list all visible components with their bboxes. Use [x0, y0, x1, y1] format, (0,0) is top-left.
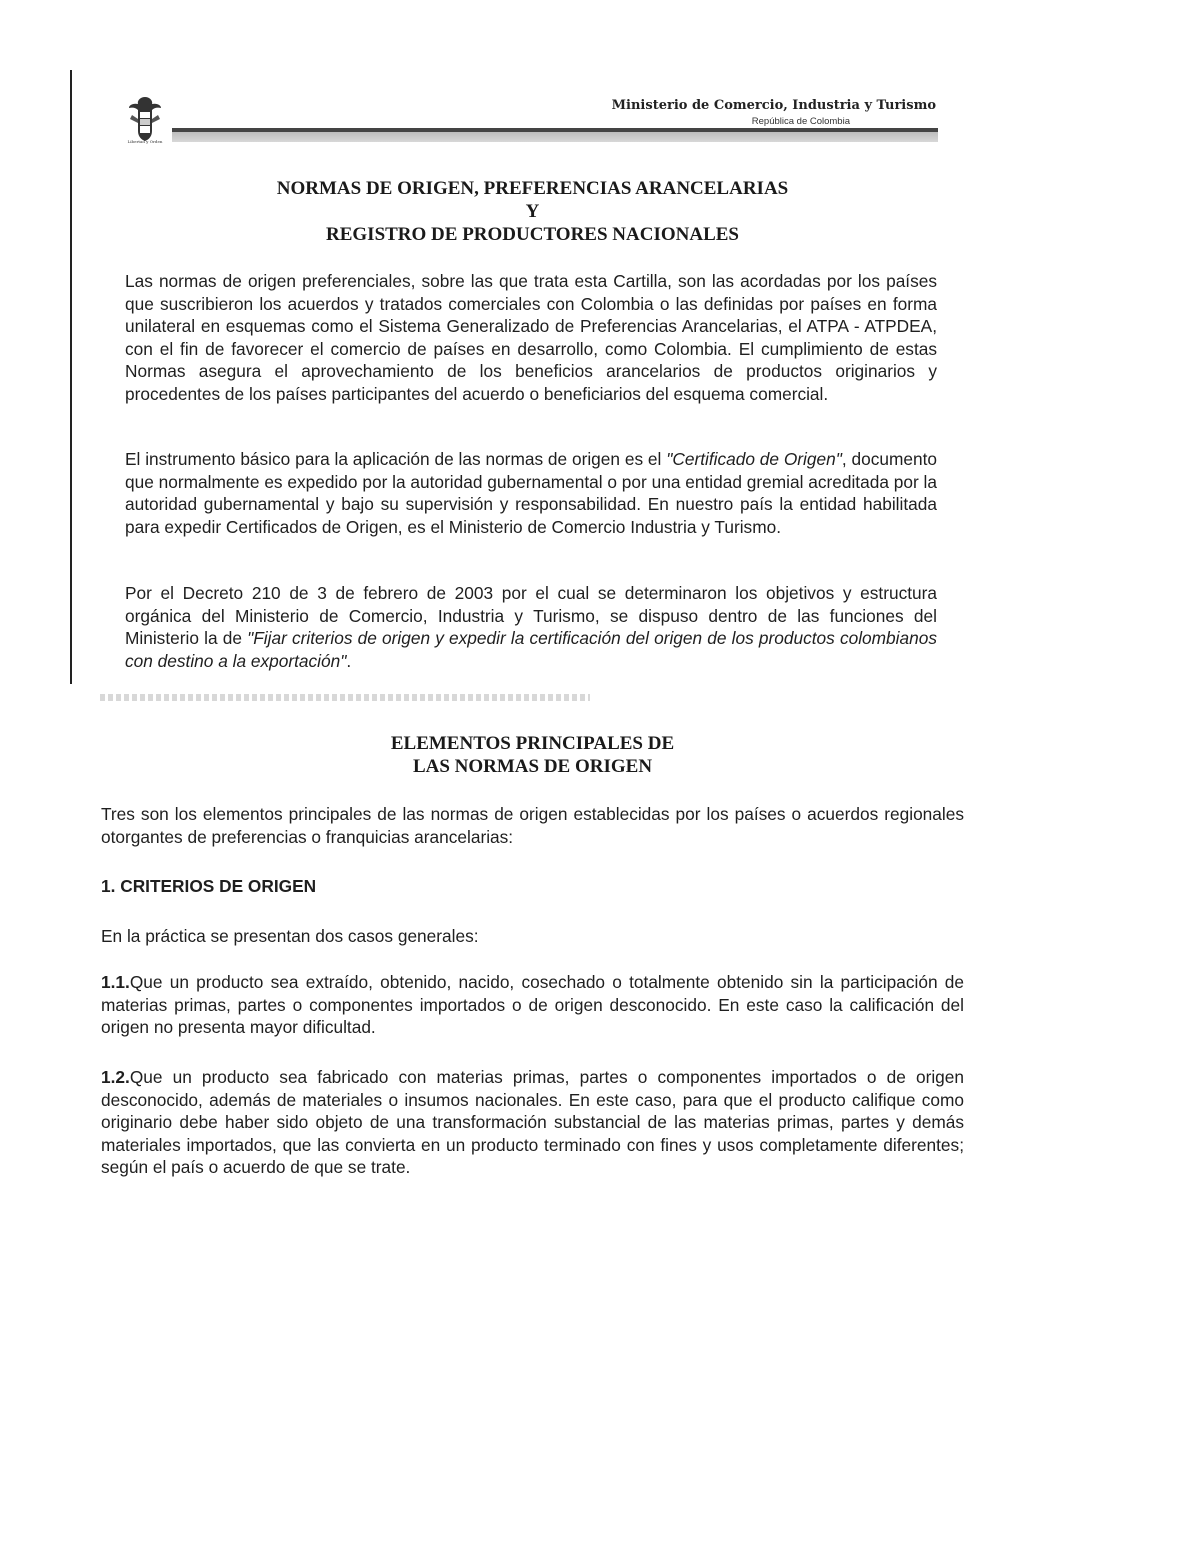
crest-caption: Libertad y Orden: [127, 139, 163, 144]
title-line-3: REGISTRO DE PRODUCTORES NACIONALES: [326, 224, 739, 245]
republic-name: República de Colombia: [751, 116, 850, 127]
page-header: [120, 95, 938, 155]
intro-paragraph-3: [125, 582, 937, 672]
criteria-heading: 1. CRITERIOS DE ORIGEN: [101, 876, 317, 896]
intro-p3-text-a: Por el Decreto 210 de 3 de febrero de 2003 por el cual se determinaron los objetivos y estructura orgánica del Ministerio de Comercio, Industria y Turismo, se dispuso dentro de las funciones del Ministerio la de: [125, 583, 937, 648]
intro-p3-italic: "Fijar criterios de origen y expedir la certificación del origen de los productos colombianos con destino a la exportación": [125, 628, 937, 671]
header-rule-light: [172, 132, 938, 142]
faded-text-artifact: [100, 690, 590, 704]
title-line-1: NORMAS DE ORIGEN, PREFERENCIAS ARANCELARIAS: [276, 178, 789, 199]
intro-p2-text-b: , documento que normalmente es expedido por la autoridad gubernamental o por una entidad gremial acreditada por la autoridad gubernamental y bajo su supervisión y responsabilidad. En nuestro país la entidad habilitada para expedir Certificados de Origen, es el Ministerio de Comercio Industria y Turismo.: [125, 449, 937, 537]
case-1-2-text: Que un producto sea fabricado con materias primas, partes o componentes importados o de origen desconocido, además de materiales o insumos nacionales. En este caso, para que el producto califique como originario debe haber sido objeto de una transformación substancial de las materias primas, partes y demás materiales importados, que las convierta en un producto terminado con fines y usos completamente diferentes; según el país o acuerdo de que se trate.: [101, 1067, 964, 1177]
ministry-name: Ministerio de Comercio, Industria y Turismo: [611, 98, 936, 113]
intro-paragraph-2: [125, 448, 937, 538]
elements-paragraph: Tres son los elementos principales de las normas de origen establecidas por los países o acuerdos regionales otorgantes de preferencias o franquicias arancelarias:: [101, 804, 964, 847]
intro-p2-text-a: El instrumento básico para la aplicación de las normas de origen es el: [125, 449, 667, 469]
intro-p2-italic: "Certificado de Origen": [666, 449, 842, 469]
left-margin-line: [70, 70, 72, 684]
section-title-line-1: ELEMENTOS PRINCIPALES DE: [390, 733, 675, 754]
intro-p3-text-b: .: [346, 650, 352, 671]
title-line-2: Y: [525, 201, 540, 222]
case-1-2: [101, 1066, 964, 1179]
section-title-line-2: LAS NORMAS DE ORIGEN: [412, 756, 653, 777]
intro-paragraph-1: Las normas de origen preferenciales, sobre las que trata esta Cartilla, son las acordadas por los países que suscribieron los acuerdos y tratados comerciales con Colombia o las definidas por países en forma unilateral en esquemas como el Sistema Generalizado de Preferencias Arancelarias, el ATPA - ATPDEA, con el fin de favorecer el comercio de países en desarrollo, como Colombia. El cumplimiento de estas Normas asegura el aprovechamiento de los beneficios arancelarios de productos originarios y procedentes de los países participantes del acuerdo o beneficiarios del esquema comercial.: [125, 271, 937, 404]
case-1-2-number: 1.2.: [101, 1067, 130, 1087]
cases-intro: En la práctica se presentan dos casos generales:: [101, 926, 479, 946]
case-1-1-number: 1.1.: [101, 972, 130, 992]
section-title: [100, 732, 965, 778]
document-title: [100, 177, 965, 246]
case-1-1-text: Que un producto sea extraído, obtenido, nacido, cosechado o totalmente obtenido sin la participación de materias primas, partes o componentes importados o de origen desconocido. En este caso la calificación del origen no presenta mayor dificultad.: [101, 972, 964, 1037]
case-1-1: [101, 971, 964, 1039]
